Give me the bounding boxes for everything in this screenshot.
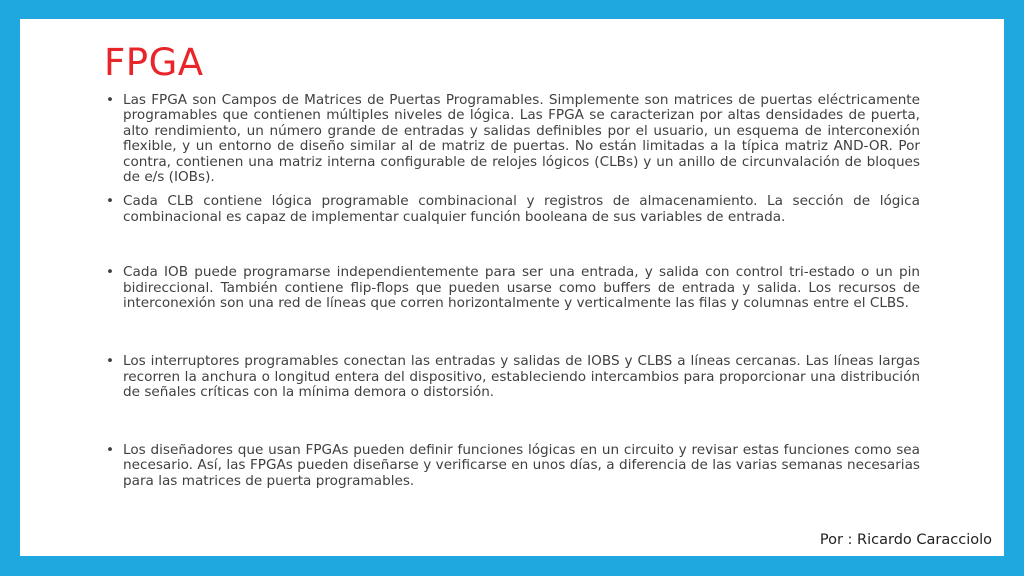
bullet-item — [104, 265, 920, 311]
slide-title: FPGA — [104, 41, 204, 84]
bullet-text: • Cada IOB puede programarse independientemente para ser una entrada, y salida con control tri-estado o un pin bidireccional. También contiene flip-flops que pueden usarse como buffers de entrada y salida. Los recursos de interconexión son una red de líneas que corren horizontalmente y verticalmente las filas y columnas entre el CLBS. — [123, 264, 920, 312]
bullet-text: • Las FPGA son Campos de Matrices de Puertas Programables. Simplemente son matrices de puertas eléctricamente programables que contienen múltiples niveles de lógica. Las FPGA se caracterizan por altas densidades de puerta, alto rendimiento, un número grande de entradas y salidas definibles por el usuario, un esquema de interconexión flexible, y un entorno de diseño similar al de matriz de puertas. No están limitadas a la típica matriz AND-OR. Por contra, contienen una matriz interna configurable de relojes lógicos (CLBs) y un anillo de circunvalación de bloques de e/s (IOBs). — [123, 92, 920, 186]
author-credit: Por : Ricardo Caracciolo — [819, 532, 992, 548]
bullet-item — [104, 443, 920, 489]
bullet-list — [104, 93, 920, 489]
bullet-item — [104, 93, 920, 185]
bullet-text: • Los diseñadores que usan FPGAs pueden definir funciones lógicas en un circuito y revisar estas funciones como sea necesario. Así, las FPGAs pueden diseñarse y verificarse en unos días, a diferencia de las varias semanas necesarias para las matrices de puerta programables. — [123, 441, 920, 489]
bullet-item — [104, 354, 920, 400]
bullet-text: • Los interruptores programables conectan las entradas y salidas de IOBS y CLBS a líneas cercanas. Las líneas largas recorren la anchura o longitud entera del dispositivo, estableciendo intercambios para proporcionar una distribución de señales críticas con la mínima demora o distorsión. — [123, 353, 920, 401]
slide-canvas — [20, 19, 1004, 556]
bullet-item — [104, 194, 920, 225]
bullet-text: • Cada CLB contiene lógica programable combinacional y registros de almacenamiento. La sección de lógica combinacional es capaz de implementar cualquier función booleana de sus variables de entrada. — [123, 193, 920, 225]
